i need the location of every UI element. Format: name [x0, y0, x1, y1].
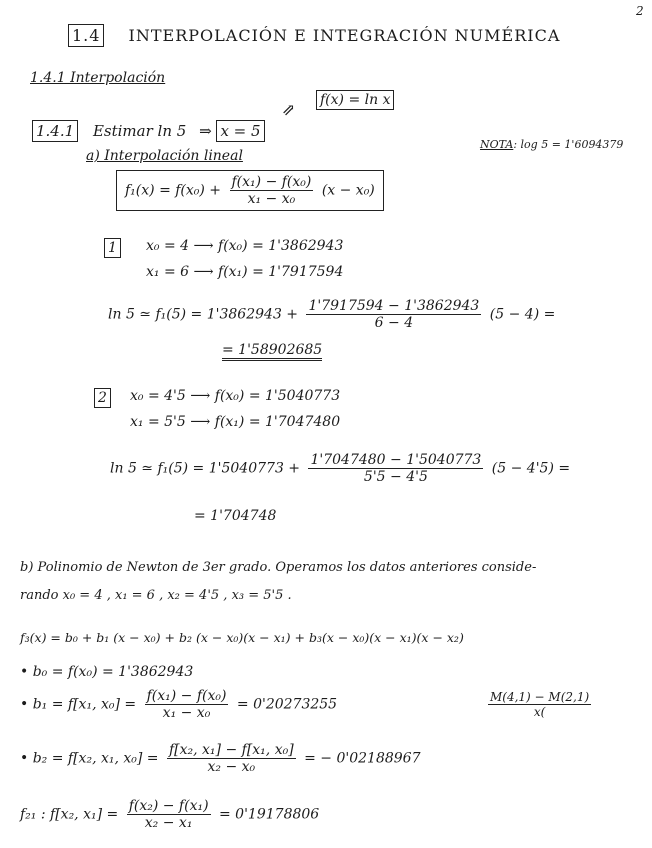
case1-tag: 1: [104, 238, 121, 258]
part-b-line1: b) Polinomio de Newton de 3er grado. Operamos los datos anteriores conside-: [20, 560, 537, 575]
part-b-line2: rando x₀ = 4 , x₁ = 6 , x₂ = 4'5 , x₃ = 5'5 .: [20, 588, 292, 603]
f-definition-box: f(x) = ln x: [316, 90, 394, 110]
f21-value: = 0'19178806: [219, 806, 320, 823]
problem-statement: [32, 122, 265, 140]
note-label: NOTA: [480, 138, 514, 151]
note-text: : log 5 = 1'6094379: [513, 138, 624, 151]
b2-lhs: • b₂ = f[x₂, x₁, x₀] =: [20, 750, 159, 767]
b0-line: • b₀ = f(x₀) = 1'3862943: [20, 664, 194, 680]
page-number: 2: [636, 4, 644, 18]
case2-line2: x₁ = 5'5 ⟶ f(x₁) = 1'7047480: [130, 414, 341, 430]
case1-calculation: [108, 298, 555, 331]
b1-numerator: f(x₁) − f(x₀): [146, 688, 227, 704]
note: [480, 138, 623, 151]
subsection-title: 1.4.1 Interpolación: [30, 70, 166, 86]
case1-denominator: 6 − 4: [374, 315, 414, 331]
case2-calculation: [110, 452, 570, 485]
linear-formula-box: [116, 170, 384, 211]
b1-lhs: • b₁ = f[x₁, x₀] =: [20, 696, 137, 713]
b1-value: = 0'20273255: [236, 696, 338, 713]
formula-denominator: x₁ − x₀: [247, 191, 296, 207]
formula-numerator: f(x₁) − f(x₀): [231, 174, 312, 190]
case2-denominator: 5'5 − 4'5: [363, 469, 428, 485]
section-header: [68, 26, 560, 45]
formula-tail: (x − x₀): [321, 182, 375, 199]
problem-number: 1.4.1: [32, 120, 78, 142]
case2-calc-tail: (5 − 4'5) =: [491, 460, 571, 477]
f21-lhs: f₂₁ : f[x₂, x₁] =: [20, 806, 119, 823]
f21-denominator: x₂ − x₁: [144, 815, 193, 831]
b2-fraction: [167, 742, 296, 775]
formula-fraction: [230, 174, 314, 207]
case2-tag: 2: [94, 388, 111, 408]
section-number: 1.4: [68, 24, 104, 47]
side-note-numerator: M(4,1) − M(2,1): [490, 690, 590, 704]
f21-line: [20, 798, 319, 831]
f21-fraction: [127, 798, 211, 831]
newton-polynomial: f₃(x) = b₀ + b₁ (x − x₀) + b₂ (x − x₀)(x − x₁) + b₃(x − x₀)(x − x₁)(x − x₂): [20, 630, 464, 645]
side-note-fraction: [488, 690, 591, 719]
case2-numerator: 1'7047480 − 1'5040773: [310, 452, 482, 468]
implies-arrow-icon: ⇒: [199, 122, 212, 140]
b2-value: = − 0'02188967: [304, 750, 421, 767]
case2-line1: x₀ = 4'5 ⟶ f(x₀) = 1'5040773: [130, 388, 341, 404]
b1-denominator: x₁ − x₀: [162, 705, 211, 721]
case1-line1: x₀ = 4 ⟶ f(x₀) = 1'3862943: [146, 238, 344, 254]
problem-text: Estimar ln 5: [92, 122, 187, 140]
b2-denominator: x₂ − x₀: [207, 759, 256, 775]
case2-result: = 1'704748: [194, 508, 277, 524]
case1-numerator: 1'7917594 − 1'3862943: [308, 298, 480, 314]
arrow-icon: ⇗: [282, 100, 296, 119]
case1-fraction: [306, 298, 481, 331]
case2-fraction: [308, 452, 483, 485]
b2-numerator: f[x₂, x₁] − f[x₁, x₀]: [168, 742, 294, 758]
side-note-denominator: x(: [533, 705, 546, 719]
case1-result: = 1'58902685: [222, 342, 322, 361]
case1-calc-lhs: ln 5 ≃ f₁(5) = 1'3862943 +: [108, 306, 299, 323]
section-title: INTERPOLACIÓN E INTEGRACIÓN NUMÉRICA: [128, 26, 561, 45]
x-value-box: x = 5: [216, 120, 264, 142]
b1-line: [20, 688, 337, 721]
b1-fraction: [145, 688, 229, 721]
case1-line2: x₁ = 6 ⟶ f(x₁) = 1'7917594: [146, 264, 344, 280]
part-a-title: a) Interpolación lineal: [86, 148, 243, 164]
formula-lhs: f₁(x) = f(x₀) +: [125, 182, 222, 199]
case2-calc-lhs: ln 5 ≃ f₁(5) = 1'5040773 +: [110, 460, 301, 477]
f21-numerator: f(x₂) − f(x₁): [128, 798, 209, 814]
b2-line: [20, 742, 421, 775]
case1-calc-tail: (5 − 4) =: [489, 306, 556, 323]
